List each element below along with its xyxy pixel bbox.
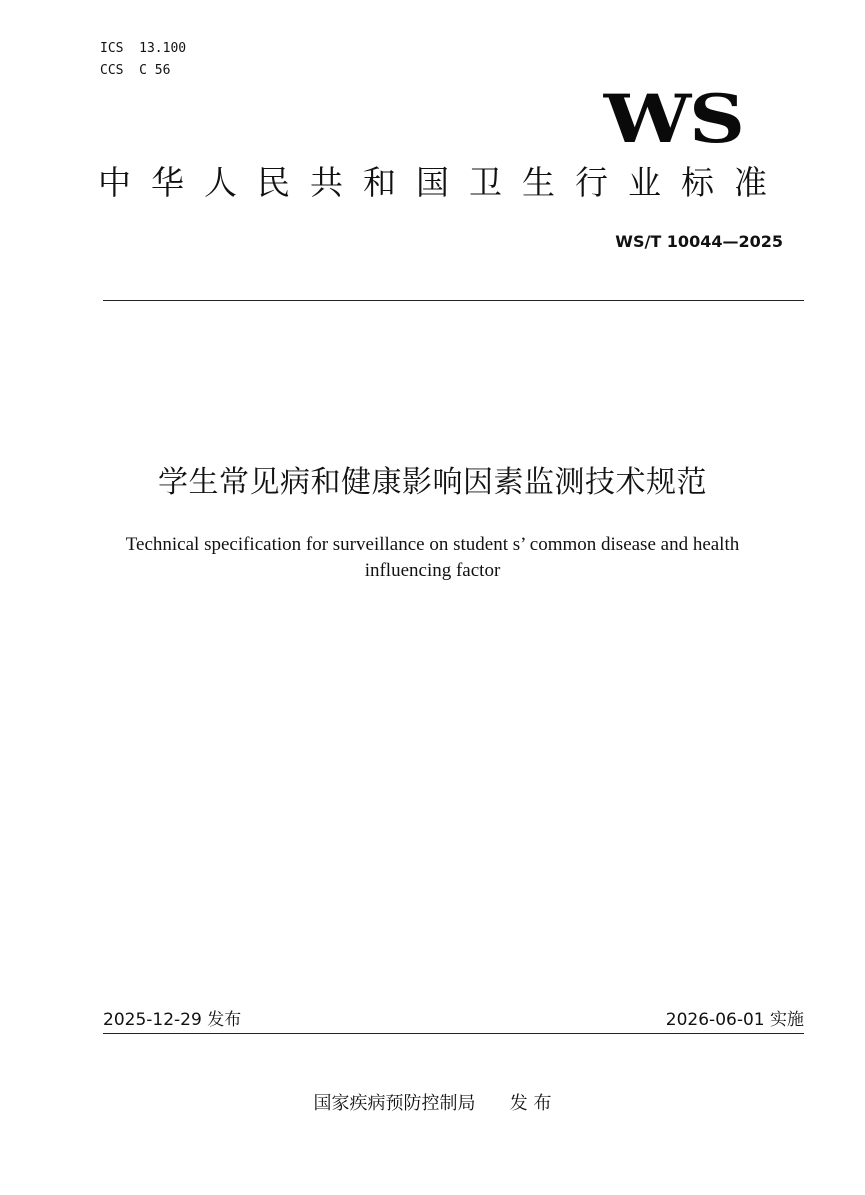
issue-date: 2025-12-29 发布: [103, 1010, 242, 1030]
top-divider: [103, 300, 804, 301]
implementation-date: 2026-06-01 实施: [665, 1010, 804, 1030]
issuing-authority: 国家疾病预防控制局 发 布: [313, 1093, 552, 1114]
document-title-english: Technical specification for surveillance on student s’ common disease and health influencing factor: [125, 534, 740, 581]
ics-code: ICS 13.100: [100, 41, 187, 56]
ccs-code: CCS C 56: [100, 63, 171, 78]
bottom-divider: [103, 1033, 804, 1034]
standard-number: WS/T 10044—2025: [615, 232, 783, 251]
document-title-chinese: 学生常见病和健康影响因素监测技术规范: [158, 465, 707, 500]
standard-type-heading: 中华人民共和国卫生行业标准: [98, 163, 787, 202]
ws-logo: WS: [603, 80, 743, 158]
